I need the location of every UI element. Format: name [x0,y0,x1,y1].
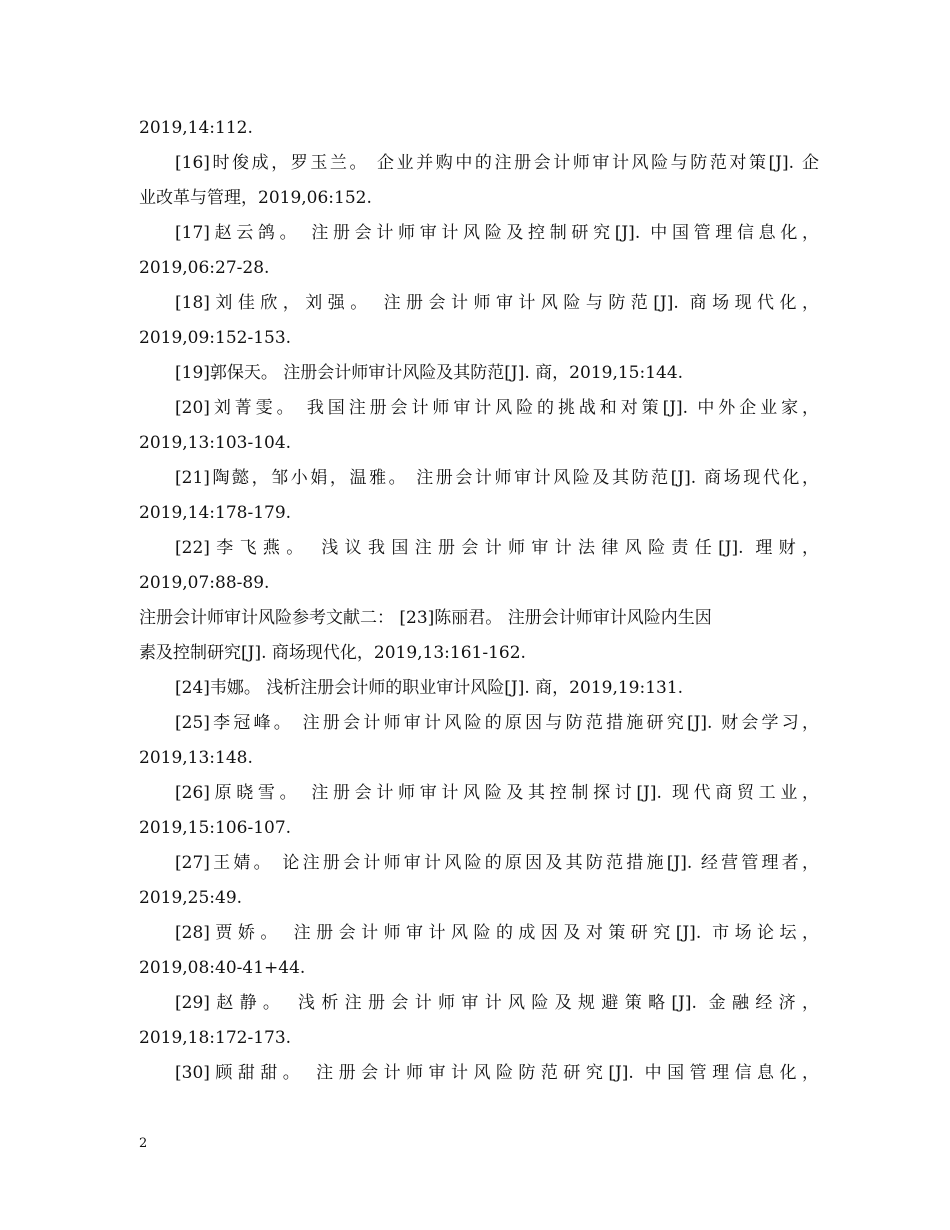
reference-line: [20]刘菁雯。 我国注册会计师审计风险的挑战和对策[J]. 中外企业家， [175,398,819,418]
reference-line: 2019,13:103-104. [139,433,292,453]
reference-line: 2019,18:172-173. [139,1028,292,1048]
reference-line: 业改革与管理，2019,06:152. [139,188,372,208]
page-number: 2 [139,1136,148,1151]
reference-line: [27]王婧。 论注册会计师审计风险的原因及其防范措施[J]. 经营管理者， [175,853,819,873]
reference-line: 注册会计师审计风险参考文献二： [23]陈丽君。 注册会计师审计风险内生因 [139,608,712,628]
reference-line: [30]顾甜甜。 注册会计师审计风险防范研究[J]. 中国管理信息化， [175,1063,819,1083]
reference-line: [22]李飞燕。 浅议我国注册会计师审计法律风险责任[J]. 理财， [175,538,819,558]
reference-line: 2019,07:88-89. [139,573,270,593]
reference-line: 2019,25:49. [139,888,243,908]
reference-line: 2019,15:106-107. [139,818,292,838]
reference-line: [28]贾娇。 注册会计师审计风险的成因及对策研究[J]. 市场论坛， [175,923,819,943]
reference-line: 2019,08:40-41+44. [139,958,306,978]
reference-line: [16]时俊成，罗玉兰。 企业并购中的注册会计师审计风险与防范对策[J]. 企 [175,153,819,173]
reference-line: [21]陶懿，邹小娟，温雅。 注册会计师审计风险及其防范[J]. 商场现代化， [175,468,819,488]
reference-line: [24]韦娜。 浅析注册会计师的职业审计风险[J]. 商，2019,19:131. [175,678,684,698]
reference-line: 2019,06:27-28. [139,258,270,278]
reference-line: 2019,14:112. [139,118,253,138]
reference-line: [19]郭保天。 注册会计师审计风险及其防范[J]. 商，2019,15:144. [175,363,684,383]
reference-line: 素及控制研究[J]. 商场现代化，2019,13:161-162. [139,643,526,663]
reference-line: 2019,14:178-179. [139,503,292,523]
reference-line: 2019,13:148. [139,748,253,768]
reference-line: [18]刘佳欣，刘强。 注册会计师审计风险与防范[J]. 商场现代化， [175,293,819,313]
reference-line: 2019,09:152-153. [139,328,292,348]
reference-list [139,111,819,1091]
reference-line: [17]赵云鸽。 注册会计师审计风险及控制研究[J]. 中国管理信息化， [175,223,819,243]
reference-line: [25]李冠峰。 注册会计师审计风险的原因与防范措施研究[J]. 财会学习， [175,713,819,733]
reference-line: [26]原晓雪。 注册会计师审计风险及其控制探讨[J]. 现代商贸工业， [175,783,819,803]
reference-line: [29]赵静。 浅析注册会计师审计风险及规避策略[J]. 金融经济， [175,993,819,1013]
